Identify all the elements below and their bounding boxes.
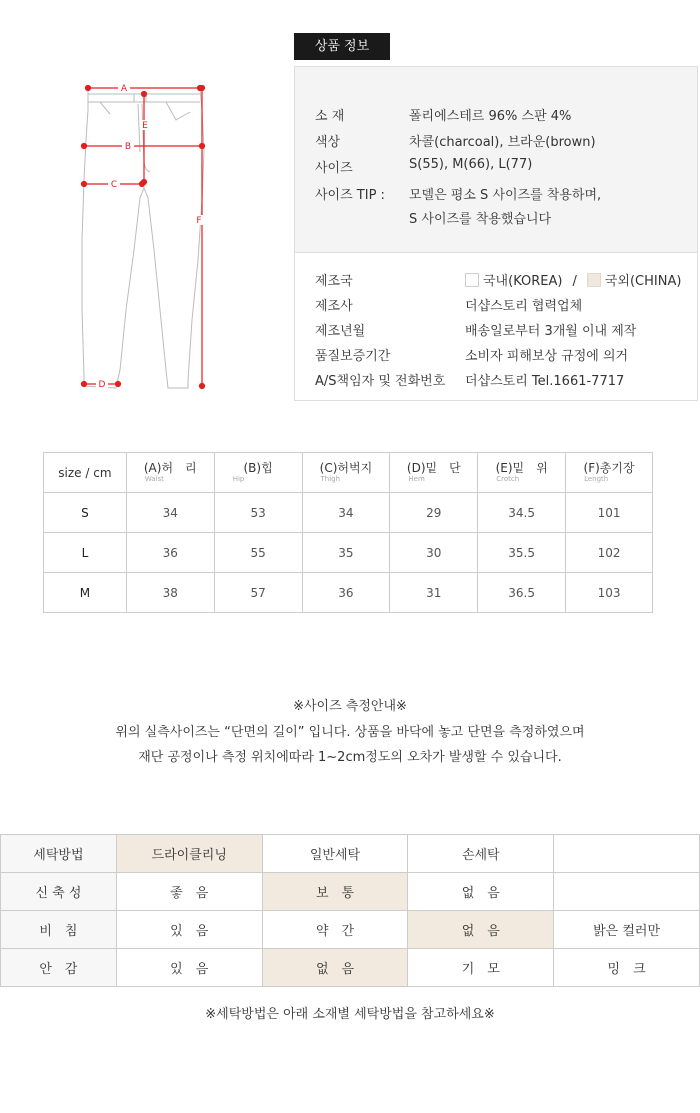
value-cell: 34.5	[478, 493, 566, 533]
info-value: S(55), M(66), L(77)	[409, 157, 533, 172]
info-label: 사이즈 TIP :	[315, 188, 385, 203]
table-row	[44, 533, 653, 573]
info-value: 배송일로부터 3개월 이내 제작	[465, 324, 637, 339]
size-notice-title: ※사이즈 측정안내※	[293, 699, 407, 714]
product-info-upper	[294, 66, 698, 253]
value-cell: 36.5	[478, 573, 566, 613]
size-table	[43, 452, 653, 613]
info-label: 소 재	[315, 109, 345, 124]
info-label: 품질보증기간	[315, 349, 391, 364]
origin-korea-label: 국내(KOREA)	[483, 274, 563, 289]
size-cell: S	[44, 493, 127, 533]
value-cell: 53	[214, 493, 302, 533]
size-cell: M	[44, 573, 127, 613]
col-waist: (A)허 리 Waist	[126, 453, 214, 493]
care-row-sheer	[1, 911, 700, 949]
info-value: 더샵스토리 협력업체	[465, 299, 583, 314]
care-footer-note: ※세탁방법은 아래 소재별 세탁방법을 참고하세요※	[205, 1007, 495, 1022]
origin-china-checkbox	[587, 273, 601, 287]
info-label: 색상	[315, 135, 341, 150]
col-length: (F)총기장 Length	[566, 453, 653, 493]
care-cell: 없 음	[408, 911, 554, 949]
care-cell: 밝은 컬러만	[554, 911, 700, 949]
table-row	[44, 573, 653, 613]
care-label-cell: 비 침	[1, 911, 117, 949]
info-label: 제조국	[315, 274, 353, 289]
care-cell: 없 음	[408, 873, 554, 911]
value-cell: 35	[302, 533, 390, 573]
table-row	[44, 493, 653, 533]
care-cell: 기 모	[408, 949, 554, 987]
care-label-cell: 안 감	[1, 949, 117, 987]
size-cell: L	[44, 533, 127, 573]
origin-slash: /	[572, 274, 577, 289]
info-value: 차콜(charcoal), 브라운(brown)	[409, 135, 596, 150]
info-value: 모델은 평소 S 사이즈를 착용하며,	[409, 188, 602, 203]
info-value: 소비자 피해보상 규정에 의거	[465, 349, 629, 364]
value-cell: 34	[126, 493, 214, 533]
origin-options	[465, 270, 681, 289]
care-cell: 없 음	[262, 949, 408, 987]
col-crotch: (E)밑 위 Crotch	[478, 453, 566, 493]
label-a: A	[120, 84, 128, 94]
info-value: S 사이즈를 착용했습니다	[409, 212, 552, 227]
col-hip: (B)힙 Hip	[214, 453, 302, 493]
label-c: C	[110, 180, 118, 190]
care-cell: 약 간	[262, 911, 408, 949]
care-label-cell: 세탁방법	[1, 835, 117, 873]
value-cell: 57	[214, 573, 302, 613]
pants-size-diagram	[70, 80, 230, 400]
care-cell	[554, 835, 700, 873]
value-cell: 29	[390, 493, 478, 533]
value-cell: 34	[302, 493, 390, 533]
value-cell: 30	[390, 533, 478, 573]
value-cell: 38	[126, 573, 214, 613]
value-cell: 31	[390, 573, 478, 613]
value-cell: 103	[566, 573, 653, 613]
care-label-cell: 신 축 성	[1, 873, 117, 911]
care-table	[0, 834, 700, 987]
size-notice-line-1: 위의 실측사이즈는 “단면의 길이” 입니다. 상품을 바닥에 놓고 단면을 측정하였으며	[115, 725, 585, 740]
care-cell: 일반세탁	[262, 835, 408, 873]
care-cell: 드라이클리닝	[116, 835, 262, 873]
info-value: 폴리에스테르 96% 스판 4%	[409, 109, 572, 124]
value-cell: 36	[302, 573, 390, 613]
info-label: A/S책임자 및 전화번호	[315, 374, 446, 389]
care-cell: 보 통	[262, 873, 408, 911]
label-f: F	[196, 216, 202, 226]
label-e: E	[142, 121, 148, 131]
info-label: 사이즈	[315, 161, 353, 176]
care-cell: 손세탁	[408, 835, 554, 873]
value-cell: 55	[214, 533, 302, 573]
care-cell: 있 음	[116, 949, 262, 987]
label-b: B	[124, 142, 132, 152]
value-cell: 102	[566, 533, 653, 573]
care-cell: 밍 크	[554, 949, 700, 987]
size-notice-line-2: 재단 공정이나 측정 위치에따라 1~2cm정도의 오차가 발생할 수 있습니다.	[138, 750, 562, 765]
care-cell: 좋 음	[116, 873, 262, 911]
care-cell	[554, 873, 700, 911]
value-cell: 36	[126, 533, 214, 573]
info-label: 제조사	[315, 299, 353, 314]
info-label: 제조년월	[315, 324, 366, 339]
origin-china-label: 국외(CHINA)	[604, 274, 682, 289]
product-info-lower	[294, 253, 698, 401]
info-value: 더샵스토리 Tel.1661-7717	[465, 374, 625, 389]
value-cell: 35.5	[478, 533, 566, 573]
care-row-stretch	[1, 873, 700, 911]
product-info-title: 상품 정보	[294, 33, 390, 60]
origin-korea-checkbox	[465, 273, 479, 287]
care-row-wash	[1, 835, 700, 873]
col-hem: (D)밑 단 Hem	[390, 453, 478, 493]
col-thigh: (C)허벅지 Thigh	[302, 453, 390, 493]
value-cell: 101	[566, 493, 653, 533]
size-table-header	[44, 453, 653, 493]
care-row-lining	[1, 949, 700, 987]
care-cell: 있 음	[116, 911, 262, 949]
size-table-corner: size / cm	[44, 453, 127, 493]
label-d: D	[98, 380, 106, 390]
